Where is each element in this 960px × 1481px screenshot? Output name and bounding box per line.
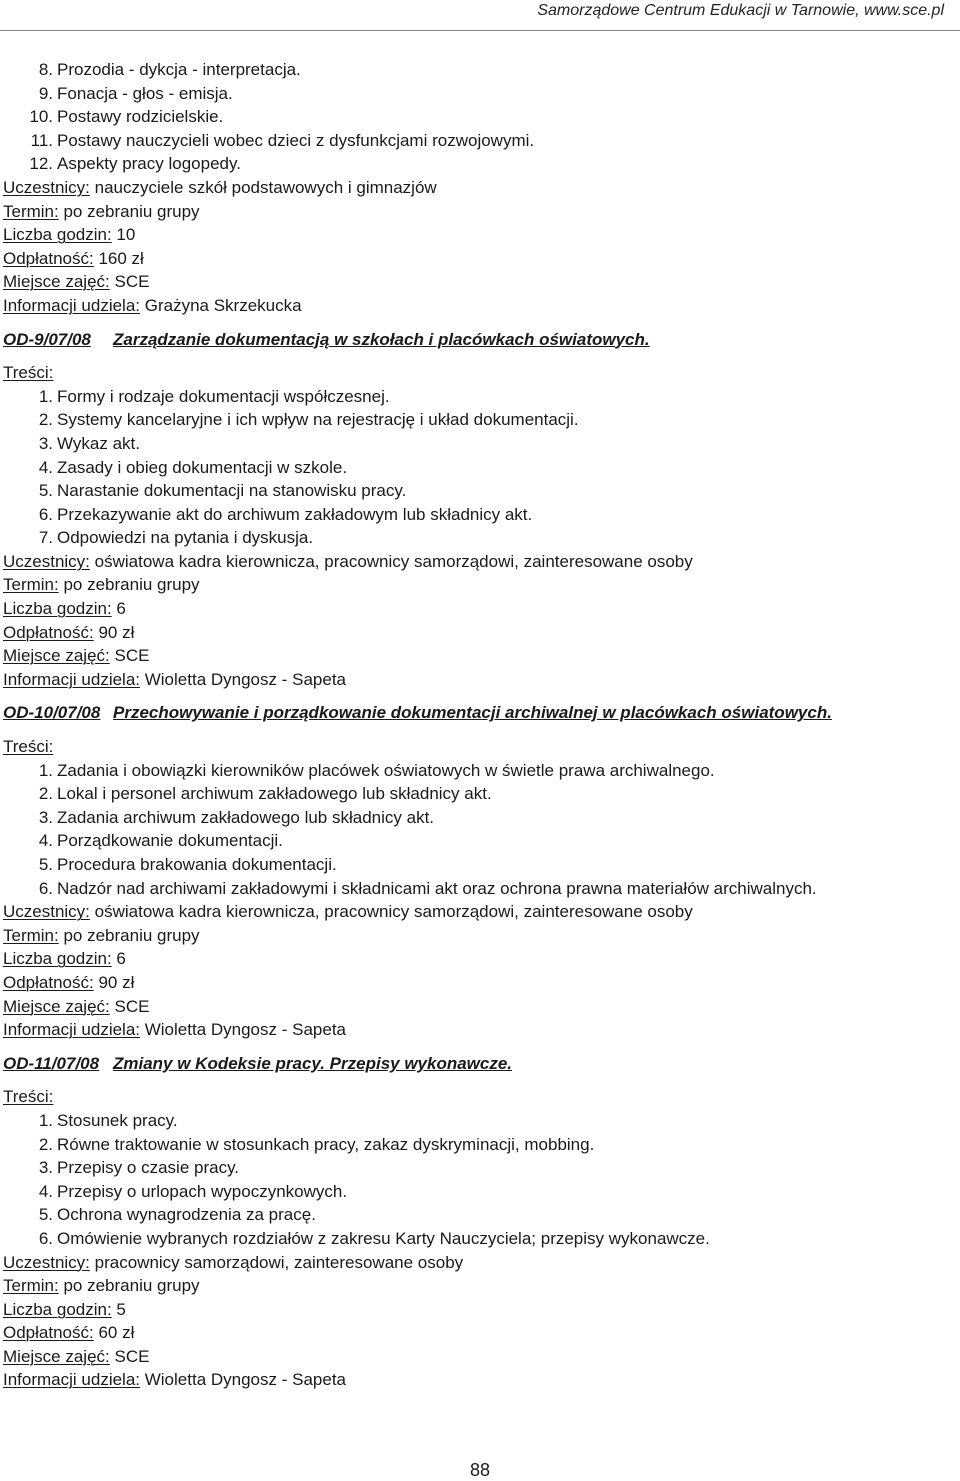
term-field: Termin: po zebraniu grupy: [3, 201, 200, 221]
course-title: Przechowywanie i porządkowanie dokumentacji archiwalnej w placówkach oświatowych.: [113, 703, 832, 723]
location-field: Miejsce zajęć: SCE: [3, 1346, 150, 1366]
list-item: 3. Wykaz akt.: [38, 433, 140, 453]
intro-fields: [3, 176, 953, 318]
hours-field: Liczba godzin: 6: [3, 599, 126, 619]
participants-field: Uczestnicy: oświatowa kadra kierownicza, pracownicy samorządowi, zainteresowane osoby: [3, 551, 693, 571]
list-item: 5. Ochrona wynagrodzenia za pracę.: [38, 1205, 316, 1225]
course-code: OD-10/07/08: [3, 703, 101, 723]
contents-label: Treści:: [3, 1087, 54, 1107]
list-item: 10. Postawy rodzicielskie.: [29, 107, 224, 127]
course-title: Zarządzanie dokumentacją w szkołach i placówkach oświatowych.: [113, 329, 650, 349]
list-item: 1. Stosunek pracy.: [38, 1110, 178, 1130]
location-field: Miejsce zajęć: SCE: [3, 272, 150, 292]
header-divider: [0, 30, 960, 31]
location-field: Miejsce zajęć: SCE: [3, 996, 150, 1016]
list-item: 6. Nadzór nad archiwami zakładowymi i składnicami akt oraz ochrona prawna materiałów archiwalnych.: [38, 878, 817, 898]
contact-field: Informacji udziela: Grażyna Skrzekucka: [3, 295, 302, 315]
running-header: Samorządowe Centrum Edukacji w Tarnowie, www.sce.pl: [537, 2, 944, 19]
course-section: [3, 328, 953, 692]
course-title: Zmiany w Kodeksie pracy. Przepisy wykonawcze.: [113, 1053, 513, 1073]
location-field: Miejsce zajęć: SCE: [3, 646, 150, 666]
fee-field: Odpłatność: 90 zł: [3, 972, 135, 992]
list-item: 6. Omówienie wybranych rozdziałów z zakresu Karty Nauczyciela; przepisy wykonawcze.: [38, 1228, 710, 1248]
list-item: 12. Aspekty pracy logopedy.: [29, 154, 241, 174]
list-item: 11. Postawy nauczycieli wobec dzieci z dysfunkcjami rozwojowymi.: [30, 130, 535, 150]
list-item: 1. Zadania i obowiązki kierowników placówek oświatowych w świetle prawa archiwalnego.: [38, 760, 715, 780]
course-section: [3, 1052, 953, 1392]
hours-field: Liczba godzin: 5: [3, 1299, 126, 1319]
contact-field: Informacji udziela: Wioletta Dyngosz - Sapeta: [3, 1020, 346, 1040]
list-item: 6. Przekazywanie akt do archiwum zakładowym lub składnicy akt.: [38, 504, 533, 524]
list-item: 4. Zasady i obieg dokumentacji w szkole.: [38, 457, 348, 477]
list-item: 7. Odpowiedzi na pytania i dyskusja.: [38, 528, 314, 548]
hours-field: Liczba godzin: 6: [3, 949, 126, 969]
list-item: 3. Przepisy o czasie pracy.: [38, 1158, 240, 1178]
term-field: Termin: po zebraniu grupy: [3, 1276, 200, 1296]
contact-field: Informacji udziela: Wioletta Dyngosz - Sapeta: [3, 669, 346, 689]
contents-label: Treści:: [3, 737, 54, 757]
page-number: 88: [469, 1460, 491, 1480]
list-item: 5. Procedura brakowania dokumentacji.: [38, 855, 337, 874]
list-item: 3. Zadania archiwum zakładowego lub składnicy akt.: [38, 807, 435, 827]
course-heading: [3, 328, 953, 352]
list-item: 4. Przepisy o urlopach wypoczynkowych.: [38, 1181, 348, 1201]
intro-list: [3, 58, 953, 176]
document-body: [3, 58, 953, 1392]
list-item: 2. Lokal i personel archiwum zakładowego lub składnicy akt.: [38, 784, 492, 804]
course-heading: [3, 1052, 953, 1076]
list-item: 2. Systemy kancelaryjne i ich wpływ na rejestrację i układ dokumentacji.: [38, 410, 579, 430]
list-item: 5. Narastanie dokumentacji na stanowisku pracy.: [38, 481, 407, 501]
list-item: 9. Fonacja - głos - emisja.: [38, 83, 233, 103]
course-code: OD-9/07/08: [3, 329, 91, 349]
course-heading: [3, 701, 953, 725]
course-code: OD-11/07/08: [3, 1053, 100, 1073]
course-section: [3, 701, 953, 1041]
contents-label: Treści:: [3, 363, 54, 383]
participants-field: Uczestnicy: oświatowa kadra kierownicza, pracownicy samorządowi, zainteresowane osoby: [3, 902, 693, 922]
list-item: 4. Porządkowanie dokumentacji.: [38, 831, 283, 851]
contact-field: Informacji udziela: Wioletta Dyngosz - Sapeta: [3, 1370, 346, 1390]
term-field: Termin: po zebraniu grupy: [3, 925, 200, 945]
list-item: 8. Prozodia - dykcja - interpretacja.: [38, 60, 301, 79]
participants-field: Uczestnicy: nauczyciele szkół podstawowych i gimnazjów: [3, 177, 437, 197]
list-item: 1. Formy i rodzaje dokumentacji współczesnej.: [38, 386, 390, 406]
fee-field: Odpłatność: 90 zł: [3, 622, 135, 642]
list-item: 2. Równe traktowanie w stosunkach pracy, zakaz dyskryminacji, mobbing.: [38, 1134, 595, 1154]
participants-field: Uczestnicy: pracownicy samorządowi, zainteresowane osoby: [3, 1252, 464, 1272]
fee-field: Odpłatność: 160 zł: [3, 248, 144, 268]
fee-field: Odpłatność: 60 zł: [3, 1323, 135, 1343]
hours-field: Liczba godzin: 10: [3, 225, 136, 245]
term-field: Termin: po zebraniu grupy: [3, 575, 200, 595]
